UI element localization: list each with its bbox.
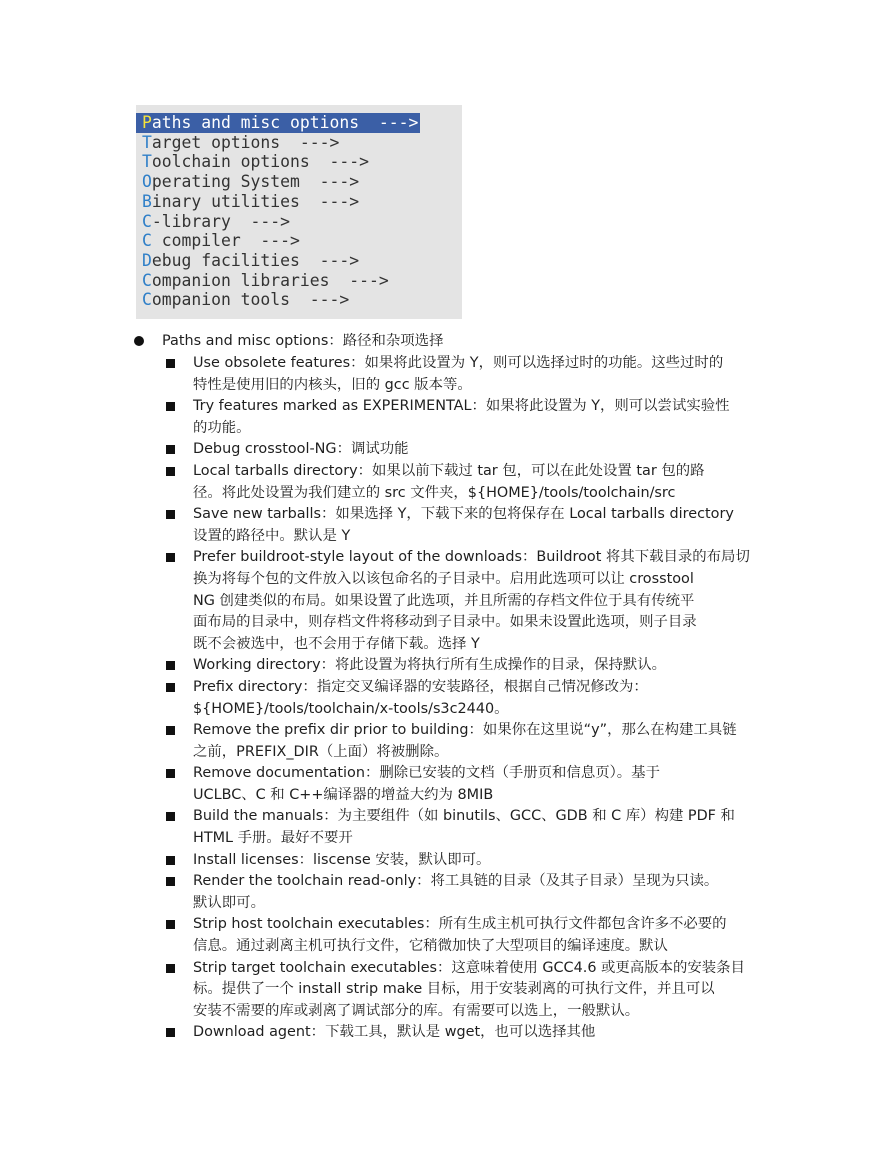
list-item-text: UCLBC、C 和 C++编译器的增益大约为 8MIB: [193, 786, 494, 803]
list-item-text: 面布局的目录中，则存档文件将移动到子目录中。如果未设置此选项，则子目录: [193, 614, 697, 631]
menu-item-hotkey: C: [142, 231, 152, 251]
square-bullet-icon: [166, 726, 175, 735]
menu-item: [136, 133, 341, 153]
square-bullet-icon: [166, 856, 175, 865]
square-bullet-icon: [166, 402, 175, 411]
menu-item-label: compiler --->: [151, 231, 300, 251]
menu-item-label: inary utilities --->: [151, 191, 360, 211]
menu-item: [136, 271, 391, 291]
menu-item-hotkey: D: [142, 250, 152, 270]
menu-item-label: -library --->: [151, 211, 291, 231]
menu-item-label: ompanion tools --->: [151, 290, 350, 310]
menu-item: [136, 152, 371, 172]
list-item-text: Remove documentation：删除已安装的文档（手册页和信息页）。基于: [193, 765, 660, 782]
list-item-text: 之前，PREFIX_DIR（上面）将被删除。: [193, 743, 449, 760]
list-item-text: Build the manuals：为主要组件（如 binutils、GCC、GDB 和 C 库）构建 PDF 和: [193, 808, 735, 825]
square-bullet-icon: [166, 510, 175, 519]
list-item: [193, 461, 763, 504]
square-bullet-icon: [166, 769, 175, 778]
square-bullet-icon: [166, 812, 175, 821]
list-item: [193, 763, 763, 806]
menu-item-hotkey: B: [142, 191, 152, 211]
list-item-text: 换为将每个包的文件放入以该包命名的子目录中。启用此选项可以让 crosstool: [193, 570, 694, 587]
list-item-text: Use obsolete features：如果将此设置为 Y，则可以选择过时的功能。这些过时的: [193, 355, 724, 371]
menu-item-hotkey: T: [142, 152, 152, 172]
list-item: [193, 677, 763, 720]
menu-item: [136, 231, 302, 251]
list-item-text: 设置的路径中。默认是 Y: [193, 527, 351, 544]
list-item-text: Strip target toolchain executables：这意味着使用 GCC4.6 或更高版本的安装条目: [193, 959, 745, 976]
square-bullet-icon: [166, 920, 175, 929]
list-item-text: 安装不需要的库或剥离了调试部分的库。有需要可以选上，一般默认。: [193, 1002, 640, 1019]
list-item-text: HTML 手册。最好不要开: [193, 830, 353, 847]
list-item-text: Try features marked as EXPERIMENTAL：如果将此设置为 Y，则可以尝试实验性: [193, 398, 730, 415]
list-item-text: Prefix directory：指定交叉编译器的安装路径，根据自己情况修改为：: [193, 678, 648, 695]
menu-item-label: perating System --->: [151, 172, 360, 192]
menuconfig-screenshot: [136, 105, 462, 319]
menu-item: [136, 172, 361, 192]
menu-item-label: aths and misc options --->: [151, 113, 419, 132]
list-item: [193, 914, 763, 957]
square-bullet-icon: [166, 964, 175, 973]
square-bullet-icon: [166, 1028, 175, 1037]
menu-item: [136, 251, 361, 271]
list-item-text: NG 创建类似的布局。如果设置了此选项，并且所需的存档文件位于具有传统平: [193, 592, 695, 609]
option-list: [193, 353, 763, 1044]
list-item-text: 径。将此处设置为我们建立的 src 文件夹，${HOME}/tools/toolchain/src: [193, 484, 676, 501]
list-item: [193, 396, 763, 439]
menu-item-label: ompanion libraries --->: [151, 270, 389, 290]
list-item: [193, 871, 763, 914]
list-item: [193, 850, 763, 872]
list-item: [193, 1022, 763, 1044]
list-item: [193, 806, 763, 849]
square-bullet-icon: [166, 359, 175, 368]
list-item-text: 标。提供了一个 install strip make 目标，用于安装剥离的可执行文件，并且可以: [193, 981, 715, 998]
list-item-text: Prefer buildroot-style layout of the downloads：Buildroot 将其下载目录的布局切: [193, 549, 750, 566]
list-item-text: Download agent：下载工具，默认是 wget，也可以选择其他: [193, 1024, 596, 1041]
list-item-text: 默认即可。: [193, 894, 265, 911]
square-bullet-icon: [166, 445, 175, 454]
menu-item-label: ebug facilities --->: [151, 250, 360, 270]
square-bullet-icon: [166, 661, 175, 670]
bullet-dot-icon: [134, 336, 144, 346]
menu-item-hotkey: C: [142, 290, 152, 310]
list-item-text: 特性是使用旧的内核头，旧的 gcc 版本等。: [193, 376, 472, 393]
list-item-text: Strip host toolchain executables：所有生成主机可执行文件都包含许多不必要的: [193, 916, 727, 933]
list-item-text: Render the toolchain read-only：将工具链的目录（及其子目录）呈现为只读。: [193, 873, 719, 890]
list-item-text: Save new tarballs：如果选择 Y，下载下来的包将保存在 Local tarballs directory: [193, 506, 734, 523]
list-item-text: Working directory：将此设置为将执行所有生成操作的目录，保持默认。: [193, 657, 667, 674]
menu-item-label: arget options --->: [151, 132, 340, 152]
square-bullet-icon: [166, 467, 175, 476]
menu-item-hotkey: P: [142, 113, 152, 132]
menu-item: [136, 212, 292, 232]
list-item-text: Debug crosstool-NG：调试功能: [193, 441, 409, 458]
menu-item-hotkey: O: [142, 172, 152, 192]
menu-item-label: oolchain options --->: [151, 152, 369, 172]
menu-item-hotkey: T: [142, 132, 152, 152]
list-item: [193, 655, 763, 677]
list-item: [193, 504, 763, 547]
menu-item: [136, 192, 361, 212]
list-item: [193, 439, 763, 461]
square-bullet-icon: [166, 553, 175, 562]
menu-item: [136, 290, 351, 310]
list-item: [193, 547, 763, 655]
list-item-text: Local tarballs directory：如果以前下载过 tar 包，可以在此处设置 tar 包的路: [193, 462, 705, 479]
menu-item: [136, 113, 420, 133]
list-item: [193, 958, 763, 1023]
list-item-text: 的功能。: [193, 419, 251, 436]
square-bullet-icon: [166, 877, 175, 886]
list-item: [193, 353, 763, 396]
list-item-text: 既不会被选中，也不会用于存储下载。选择 Y: [193, 635, 480, 652]
list-item-text: Install licenses：liscense 安装，默认即可。: [193, 851, 491, 868]
list-item-text: 信息。通过剥离主机可执行文件，它稍微加快了大型项目的编译速度。默认: [193, 938, 668, 955]
menu-item-hotkey: C: [142, 270, 152, 290]
section-title: Paths and misc options：路径和杂项选择: [162, 333, 444, 349]
menu-item-hotkey: C: [142, 211, 152, 231]
square-bullet-icon: [166, 683, 175, 692]
list-item-text: ${HOME}/tools/toolchain/x-tools/s3c2440。: [193, 700, 509, 717]
list-item-text: Remove the prefix dir prior to building：如果你在这里说“y”，那么在构建工具链: [193, 722, 737, 739]
list-item: [193, 720, 763, 763]
